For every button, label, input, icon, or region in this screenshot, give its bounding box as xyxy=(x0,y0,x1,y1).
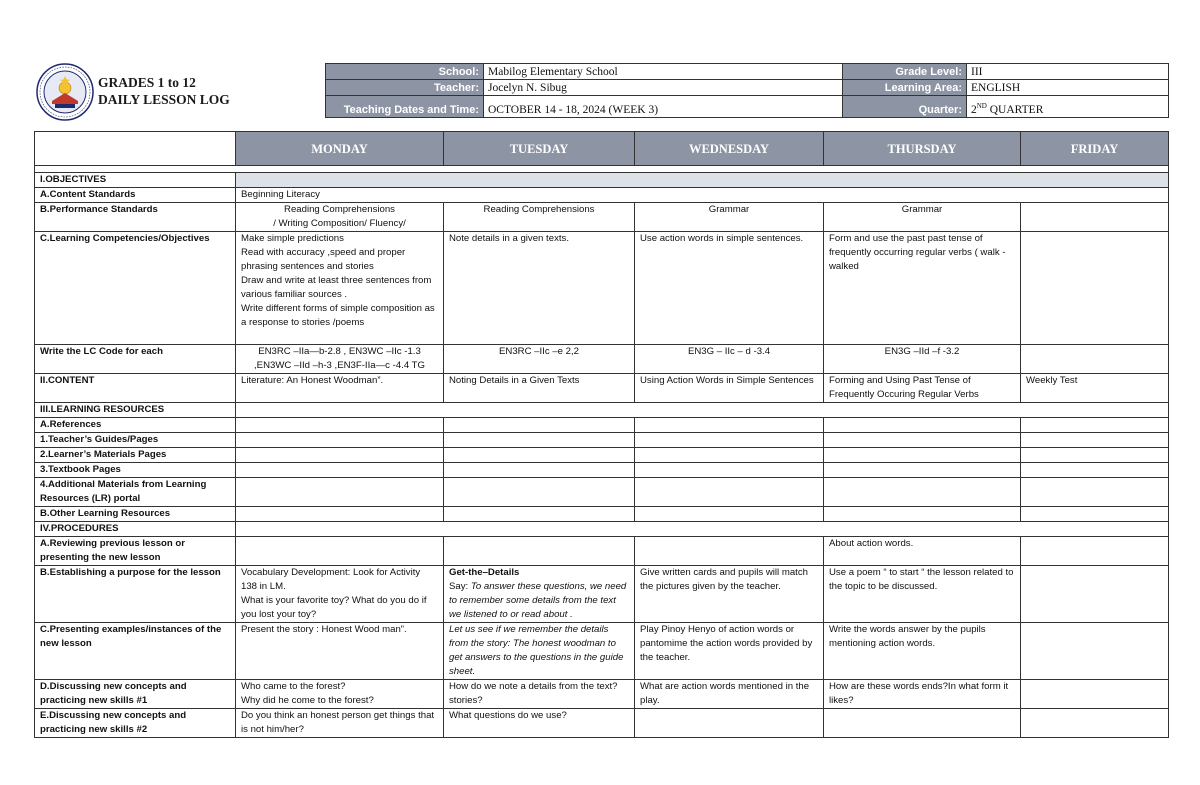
discussing-1-monday: Who came to the forest? Why did he come to the forest? xyxy=(236,680,444,709)
competencies-thursday: Form and use the past past tense of frequently occurring regular verbs ( walk -walked xyxy=(824,232,1021,345)
textbook-pages-row xyxy=(35,463,1169,478)
purpose-label: B.Establishing a purpose for the lesson xyxy=(35,566,236,623)
purpose-tuesday-text: To answer these questions, we need to remember some details from the text we listened to or read about . xyxy=(449,581,627,620)
quarter-value xyxy=(967,96,1169,118)
references-row xyxy=(35,418,1169,433)
presenting-thursday: Write the words answer by the pupils mentioning action words. xyxy=(824,623,1021,680)
procedures-row xyxy=(35,522,1169,537)
lc-code-friday xyxy=(1021,345,1169,374)
teachers-guides-label: 1.Teacher’s Guides/Pages xyxy=(35,433,236,448)
discussing-2-label: E.Discussing new concepts and practicing new skills #2 xyxy=(35,709,236,738)
discussing-2-row xyxy=(35,709,1169,738)
learners-materials-row xyxy=(35,448,1169,463)
teacher-label: Teacher: xyxy=(326,80,484,96)
teacher-value: Jocelyn N. Sibug xyxy=(484,80,843,96)
performance-standards-monday: Reading Comprehensions / Writing Composition/ Fluency/ xyxy=(236,203,444,232)
presenting-tuesday: Let us see if we remember the details from the story: The honest woodman to get answers to the questions in the guide sheet. xyxy=(444,623,635,680)
competencies-tuesday: Note details in a given texts. xyxy=(444,232,635,345)
teaching-dates-value: OCTOBER 14 - 18, 2024 (WEEK 3) xyxy=(484,96,843,118)
learners-materials-label: 2.Learner’s Materials Pages xyxy=(35,448,236,463)
lc-code-wednesday: EN3G – IIc – d -3.4 xyxy=(635,345,824,374)
purpose-row xyxy=(35,566,1169,623)
spacer-row xyxy=(35,166,1169,173)
additional-materials-row xyxy=(35,478,1169,507)
school-value: Mabilog Elementary School xyxy=(484,64,843,80)
discussing-1-wednesday: What are action words mentioned in the play. xyxy=(635,680,824,709)
purpose-monday: Vocabulary Development: Look for Activity 138 in LM. What is your favorite toy? What do you do if you lost your toy? xyxy=(236,566,444,623)
reviewing-label: A.Reviewing previous lesson or presenting the new lesson xyxy=(35,537,236,566)
days-header-row xyxy=(35,132,1169,166)
performance-standards-row xyxy=(35,203,1169,232)
school-label: School: xyxy=(326,64,484,80)
grade-level-label: Grade Level: xyxy=(843,64,967,80)
discussing-1-tuesday: How do we note a details from the text?stories? xyxy=(444,680,635,709)
content-row xyxy=(35,374,1169,403)
performance-standards-thursday: Grammar xyxy=(824,203,1021,232)
learning-resources-heading: III.LEARNING RESOURCES xyxy=(35,403,236,418)
performance-standards-wednesday: Grammar xyxy=(635,203,824,232)
reviewing-row xyxy=(35,537,1169,566)
performance-standards-label: B.Performance Standards xyxy=(35,203,236,232)
content-tuesday: Noting Details in a Given Texts xyxy=(444,374,635,403)
day-tuesday: TUESDAY xyxy=(444,132,635,166)
discussing-1-thursday: How are these words ends?In what form it likes? xyxy=(824,680,1021,709)
learning-resources-fill xyxy=(236,403,1169,418)
content-standards-label: A.Content Standards xyxy=(35,188,236,203)
presenting-label: C.Presenting examples/instances of the new lesson xyxy=(35,623,236,680)
purpose-tuesday-title: Get-the–Details xyxy=(449,567,520,578)
discussing-2-tuesday: What questions do we use? xyxy=(444,709,635,738)
corner-cell xyxy=(35,132,236,166)
lc-code-monday: EN3RC –IIa—b-2.8 , EN3WC –IIc -1.3 ,EN3WC –IId –h-3 ,EN3F-IIa—c -4.4 TG xyxy=(236,345,444,374)
teaching-dates-label: Teaching Dates and Time: xyxy=(326,96,484,118)
day-wednesday: WEDNESDAY xyxy=(635,132,824,166)
discussing-2-monday: Do you think an honest person get things that is not him/her? xyxy=(236,709,444,738)
content-monday: Literature: An Honest Woodman”. xyxy=(236,374,444,403)
teachers-guides-row xyxy=(35,433,1169,448)
competencies-row xyxy=(35,232,1169,345)
day-friday: FRIDAY xyxy=(1021,132,1169,166)
content-wednesday: Using Action Words in Simple Sentences xyxy=(635,374,824,403)
references-label: A.References xyxy=(35,418,236,433)
content-thursday: Forming and Using Past Tense of Frequently Occuring Regular Verbs xyxy=(824,374,1021,403)
reviewing-thursday: About action words. xyxy=(824,537,1021,566)
objectives-row xyxy=(35,173,1169,188)
additional-materials-label: 4.Additional Materials from Learning Resources (LR) portal xyxy=(35,478,236,507)
competencies-friday xyxy=(1021,232,1169,345)
purpose-tuesday-say: Say: xyxy=(449,581,471,592)
other-resources-label: B.Other Learning Resources xyxy=(35,507,236,522)
competencies-wednesday: Use action words in simple sentences. xyxy=(635,232,824,345)
content-friday: Weekly Test xyxy=(1021,374,1169,403)
discussing-1-label: D.Discussing new concepts and practicing new skills #1 xyxy=(35,680,236,709)
objectives-heading: I.OBJECTIVES xyxy=(35,173,236,188)
lc-code-tuesday: EN3RC –IIc –e 2,2 xyxy=(444,345,635,374)
performance-standards-friday xyxy=(1021,203,1169,232)
document-title xyxy=(98,74,230,108)
lc-code-row xyxy=(35,345,1169,374)
lc-code-thursday: EN3G –IId –f -3.2 xyxy=(824,345,1021,374)
quarter-number: 2 xyxy=(971,104,977,116)
deped-seal-icon xyxy=(36,63,94,121)
procedures-fill xyxy=(236,522,1169,537)
objectives-fill xyxy=(236,173,1169,188)
presenting-wednesday: Play Pinoy Henyo of action words or pantomime the action words provided by the teacher. xyxy=(635,623,824,680)
competencies-label: C.Learning Competencies/Objectives xyxy=(35,232,236,345)
performance-standards-tuesday: Reading Comprehensions xyxy=(444,203,635,232)
learning-area-value: ENGLISH xyxy=(967,80,1169,96)
title-line-2: DAILY LESSON LOG xyxy=(98,92,230,107)
textbook-pages-label: 3.Textbook Pages xyxy=(35,463,236,478)
presenting-row xyxy=(35,623,1169,680)
procedures-heading: IV.PROCEDURES xyxy=(35,522,236,537)
header-info-table xyxy=(325,63,1169,118)
discussing-1-row xyxy=(35,680,1169,709)
quarter-label: Quarter: xyxy=(843,96,967,118)
content-label: II.CONTENT xyxy=(35,374,236,403)
purpose-wednesday: Give written cards and pupils will match the pictures given by the teacher. xyxy=(635,566,824,623)
quarter-suffix: ND xyxy=(976,102,987,111)
quarter-word: QUARTER xyxy=(986,104,1044,116)
daily-lesson-log-table xyxy=(34,131,1169,738)
content-standards-row xyxy=(35,188,1169,203)
other-resources-row xyxy=(35,507,1169,522)
purpose-thursday: Use a poem “ to start “ the lesson related to the topic to be discussed. xyxy=(824,566,1021,623)
day-thursday: THURSDAY xyxy=(824,132,1021,166)
grade-level-value: III xyxy=(967,64,1169,80)
competencies-monday: Make simple predictions Read with accuracy ,speed and proper phrasing sentences and stories Draw and write at least three sentences from various familiar sources . Write different forms of simple composition as a response to stories /poems xyxy=(236,232,444,345)
day-monday: MONDAY xyxy=(236,132,444,166)
purpose-tuesday xyxy=(444,566,635,623)
title-line-1: GRADES 1 to 12 xyxy=(98,75,196,90)
lc-code-label: Write the LC Code for each xyxy=(35,345,236,374)
presenting-monday: Present the story : Honest Wood man”. xyxy=(236,623,444,680)
learning-resources-row xyxy=(35,403,1169,418)
content-standards-value: Beginning Literacy xyxy=(236,188,1169,203)
learning-area-label: Learning Area: xyxy=(843,80,967,96)
